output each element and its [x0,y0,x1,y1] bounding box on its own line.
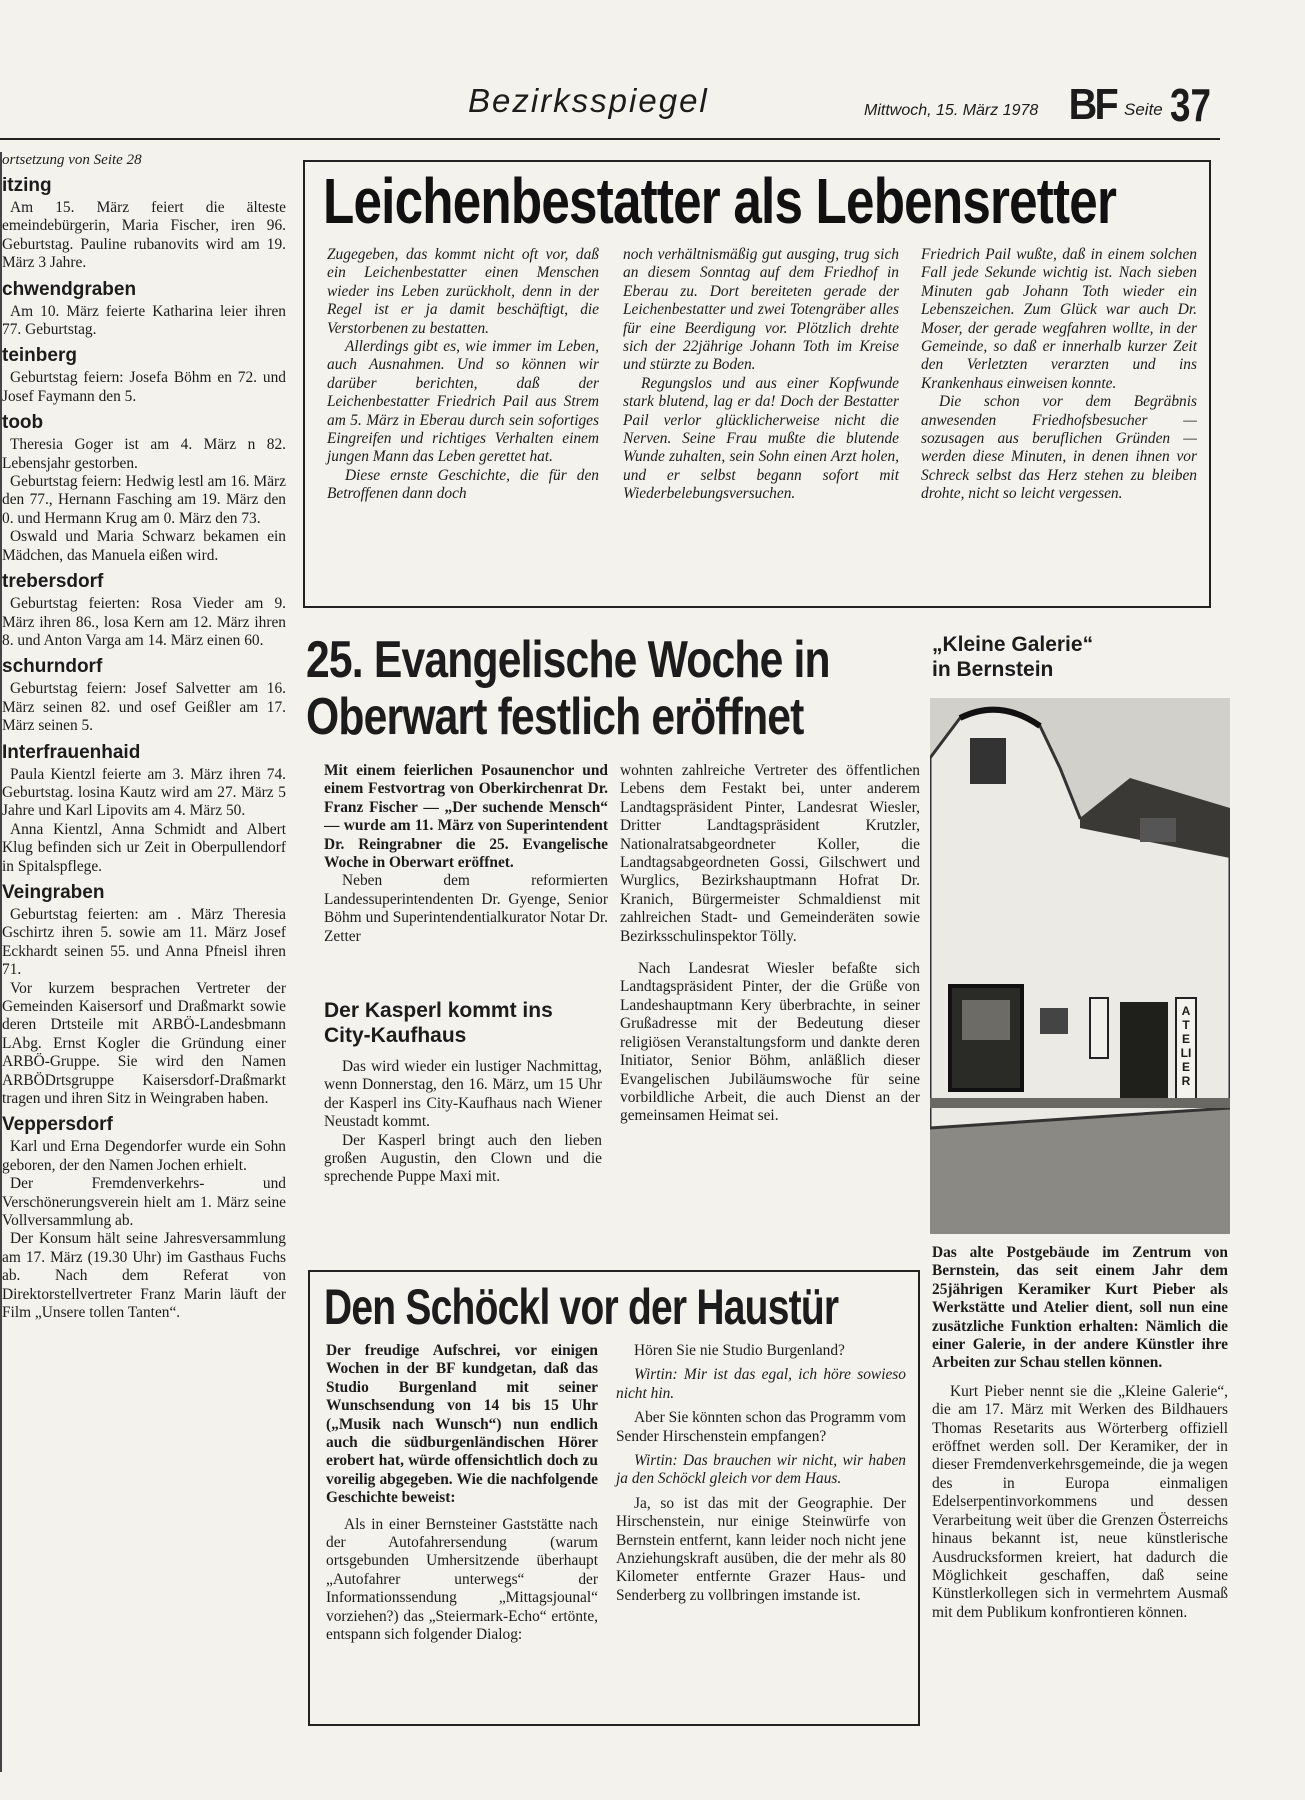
schoeckl-dialog-paragraph: Wirtin: Mir ist das egal, ich höre sowieso nicht hin. [616,1366,906,1402]
birthday-paragraph: Theresia Goger ist am 4. März n 82. Lebensjahr gestorben. [2,436,286,472]
lebensretter-column-2 [623,246,899,504]
galerie-article [932,632,1232,682]
lebensretter-paragraph: Diese ernste Geschichte, die für den Betroffenen dann doch [327,466,599,503]
place-heading: Interfrauenhaid [2,741,141,763]
left-column-rule [0,152,2,1772]
schoeckl-body-1: Als in einer Bernsteiner Gaststätte nach der Autofahrersendung (warum ortsgebunden Umhersitzende überhaupt „Autofahrer unterwegs“ der Informationssendung „Mittagsjounal“ vorziehen?) das „Steiermark-Echo“ ertönte, entspann sich folgender Dialog: [326,1515,598,1644]
evangelische-body-1: Neben dem reformierten Landessuperintendenten Dr. Gyenge, Senior Böhm und Superintendentialkurator Notar Dr. Zetter [324,872,608,945]
evangelische-column-2 [620,762,920,1126]
evangelische-headline-line1: 25. Evangelische Woche in [306,631,830,689]
galerie-caption: Das alte Postgebäude im Zentrum von Bernstein, das seit einem Jahr dem 25jährigen Keramiker Kurt Pieber als Werkstätte und Atelier dient, soll nun eine zusätzliche Funktion erhalten: Nämlich die einer Galerie, in der andere Künstler ihre Arbeiten zur Schau stellen können. [932,1244,1228,1372]
kasperl-article [324,998,602,1187]
place-heading: Veppersdorf [2,1114,113,1136]
birthday-paragraph: Geburtstag feierten: am . März Theresia Gschirtz ihren 5. sowie am 11. März Josef Eckhardt seinen 55. und Anna Pfneisl ihren 71. [2,905,286,979]
bf-logo: BF [1068,80,1117,129]
evangelische-lead: Mit einem feierlichen Posaunenchor und einem Festvortrag von Oberkirchenrat Dr. Franz Fischer — „Der suchende Mensch“ — wurde am 11. März von Superintendent Dr. Reingrabner die 25. Evangelische Woche in Oberwart eröffnet. [324,762,608,872]
birthday-column [2,152,286,1323]
galerie-headline-line2: in Bernstein [932,658,1054,681]
lebensretter-article-box [303,160,1211,608]
birthday-paragraph: Vor kurzem besprachen Vertreter der Gemeinden Kaisersorf und Draßmarkt sowie deren Drtsteile mit ARBÖ-Landesbmann LAbg. Ernst Kogler die Gründung einer ARBÖ-Gruppe. Sie wird den Namen ARBÖDrtsgruppe Kaisersdorf-Draßmarkt tragen und ihren Sitz in Weingraben haben. [2,979,286,1108]
lebensretter-column-3 [921,246,1197,504]
evangelische-column-1 [324,762,608,946]
birthday-paragraph: Der Fremdenverkehrs- und Verschönerungsverein hielt am 1. März seine Vollversammlung ab. [2,1175,286,1230]
galerie-body: Kurt Pieber nennt sie die „Kleine Galerie“, die am 17. März mit Werken des Bildhauers Thomas Resetarits aus Wörterberg offiziell eröffnet werden soll. Der Keramiker, der in dieser Fremdenverkehrsgemeinde, die ja wegen des in Europa einmaligen Edelserpentinvorkommens und dessen Verarbeitung weit über die Grenzen Österreichs hinaus bekannt ist, neue künstlerische Ausdrucksformen kreiert, hat dadurch die Möglichkeit geschaffen, daß seine Künstlerkollegen sich in vermehrtem Ausmaß mit dem Publikum konfrontieren können. [932,1382,1228,1621]
masthead [0,0,1305,140]
section-title: Bezirksspiegel [468,82,709,119]
birthday-paragraph: Am 15. März feiert die älteste emeindebürgerin, Maria Fischer, iren 96. Geburtstag. Pauline rubanovits wird am 19. März 3 Jahre. [2,199,286,272]
birthday-paragraph: Geburtstag feierten: Rosa Vieder am 9. März ihren 86., losa Kern am 12. März ihren 8. und Anton Varga am 14. März einen 60. [2,595,286,649]
lebensretter-paragraph: Regungslos und aus einer Kopfwunde stark blutend, lag er da! Doch der Bestatter Pail verlor glücklicherweise nicht die Nerven. Seine Frau mußte die blutende Wunde zuhalten, sein Sohn einen Arzt holen, und er selbst begann sofort mit Wiederbelebungsversuchen. [623,374,899,503]
page-number: 37 [1170,79,1211,131]
place-heading: toob [2,412,44,434]
schoeckl-column-2 [616,1342,906,1611]
birthday-paragraph: Paula Kientzl feierte am 3. März ihren 74. Geburtstag. losina Kautz wird am 27. März 5 Jahre und Karl Lipovits am 4. März 50. [2,765,286,820]
evangelische-paragraph: Nach Landesrat Wiesler befaßte sich Landtagspräsident Pinter, der die Grüße von Landeshauptmann Kery überbrachte, in seiner Grußadresse mit der Bedeutung dieser religiösen Veranstaltungsform und dankte deren Initiator, Senior Böhm, anläßlich dieser Evangelischen Jubiläumswoche für seine vorbildliche Arbeit, die auch Dienst an der gemeinsamen Heimat sei. [620,960,920,1125]
birthday-paragraph: Geburtstag feiern: Josefa Böhm en 72. und Josef Faymann den 5. [2,369,286,405]
kasperl-paragraph: Das wird wieder ein lustiger Nachmittag, wenn Donnerstag, den 16. März, um 15 Uhr der Kasperl ins City-Kaufhaus nach Wiener Neustadt kommt. [324,1058,602,1131]
place-heading: teinberg [2,345,77,367]
schoeckl-lead: Der freudige Aufschrei, vor einigen Wochen in der BF kundgetan, daß das Studio Burgenland mit seiner Wunschsendung von 14 bis 15 Uhr („Musik nach Wunsch“) nun endlich auch die südburgenländischen Hörer erobert hat, würde offensichtlich doch zu voreilig abgegeben. Wie die nachfolgende Geschichte beweist: [326,1342,598,1507]
header-rule [0,138,1220,140]
kasperl-body [324,1058,602,1187]
lebensretter-paragraph: Allerdings gibt es, wie immer im Leben, auch Ausnahmen. Und so können wir darüber berichten, daß der Leichenbestatter Friedrich Pail aus Strem am 5. März in Eberau durch sein sofortiges Eingreifen und richtiges Verhalten einem jungen Mann das Leben gerettet hat. [327,338,599,466]
birthday-paragraph: Geburtstag feiern: Josef Salvetter am 16. März seinen 82. und osef Geißler am 17. März seinen 5. [2,680,286,735]
kasperl-headline: Der Kasperl kommt ins City-Kaufhaus [324,999,553,1047]
evangelische-headline-line2: Oberwart festlich eröffnet [306,688,804,746]
atelier-sign: ATELIER [1180,1004,1192,1088]
schoeckl-article-box [308,1270,920,1726]
lebensretter-paragraph: Friedrich Pail wußte, daß in einem solchen Fall jede Sekunde wichtig ist. Nach sieben Minuten gab Johann Toth wieder ein Lebenszeichen. Zum Glück war auch Dr. Moser, der gerade wegfahren wollte, in der Gemeinde, so daß er innerhalb kurzer Zeit den Verletzten verarzten und ins Krankenhaus einweisen konnte. [921,246,1197,392]
schoeckl-dialog-paragraph: Ja, so ist das mit der Geographie. Der Hirschenstein, nur einige Steinwürfe von Bernstein entfernt, kann leider noch nicht jene Anziehungskraft ausüben, die der mehr als 80 Kilometer entfernte Grazer Haus- und Senderberg zu vollbringen imstande ist. [616,1494,906,1604]
evangelische-paragraph: wohnten zahlreiche Vertreter des öffentlichen Lebens dem Festakt bei, unter anderem Landtagspräsident Pinter, Landesrat Wiesler, Dritter Landtagspräsident Krutzler, Nationalratsabgeordneter Koller, die Landtagsabgeordneten Gossi, Gilschwert und Wurglics, Bezirkshauptmann Hofrat Dr. Kranich, Bürgermeister Schmaldienst mit zahlreichen Stadt- und Gemeinderäten sowie Bezirksschulinspektor Tölly. [620,762,920,945]
issue-date: Mittwoch, 15. März 1978 [864,102,1039,119]
birthday-paragraph: Geburtstag feiern: Hedwig lestl am 16. März den 77., Hernann Fasching am 19. März den 0. und Hermann Krug am 0. März den 73. [2,473,286,527]
lebensretter-paragraph: Zugegeben, das kommt nicht oft vor, daß ein Leichenbestatter einen Menschen wieder ins Leben zurückholt, denn in der Regel ist er ja damit beschäftigt, die Verstorbenen zu bestatten. [327,246,599,337]
page-label: Seite [1124,100,1163,119]
lebensretter-paragraph: noch verhältnismäßig gut ausging, trug sich an diesem Sonntag auf dem Friedhof in Eberau zu. Dort bereiteten gerade der Leichenbestatter und zwei Totengräber alles für eine Beerdigung vor. Plötzlich drehte sich der 22jährige Johann Toth im Kreise und stürzte zu Boden. [623,246,899,374]
atelier-building-photo [930,698,1230,1234]
kasperl-paragraph: Der Kasperl bringt auch den lieben großen Augustin, den Clown und die sprechende Puppe Maxi mit. [324,1131,602,1186]
schoeckl-dialog-paragraph: Wirtin: Das brauchen wir nicht, wir haben ja den Schöckl gleich vor dem Haus. [616,1452,906,1488]
birthday-paragraph: Karl und Erna Degendorfer wurde ein Sohn geboren, der den Namen Jochen erhielt. [2,1138,286,1174]
place-heading: itzing [2,175,52,196]
place-heading: trebersdorf [2,571,104,593]
bernstein-post-photo [930,698,1230,1234]
birthday-paragraph: Oswald und Maria Schwarz bekamen ein Mädchen, das Manuela eißen wird. [2,528,286,564]
schoeckl-dialog-paragraph: Hören Sie nie Studio Burgenland? [634,1342,845,1359]
schoeckl-column-1 [326,1342,598,1645]
birthday-paragraph: Anna Kientzl, Anna Schmidt and Albert Klug befinden sich ur Zeit in Oberpullendorf in Spitalspflege. [2,820,286,875]
schoeckl-dialog-paragraph: Aber Sie könnten schon das Programm vom Sender Hirschenstein empfangen? [616,1409,906,1445]
place-heading: schurndorf [2,656,103,678]
lebensretter-headline: Leichenbestatter als Lebensretter [323,165,1117,237]
place-heading: chwendgraben [2,278,137,300]
place-heading: Veingraben [2,881,105,903]
lebensretter-paragraph: Die schon vor dem Begräbnis anwesenden Friedhofsbesucher — sozusagen aus beruflichen Gründen — werden diese Minuten, in denen ihnen vor Schreck selbst das Herz stehen zu bleiben drohte, nicht so leicht vergessen. [921,393,1197,503]
lebensretter-column-1 [327,246,599,504]
birthday-paragraph: Der Konsum hält seine Jahresversammlung am 17. März (19.30 Uhr) im Gasthaus Fuchs ab. Nach dem Referat von Direktorstellvertreter Franz Marin läuft der Film „Unsere tollen Tanten“. [2,1230,286,1322]
birthday-paragraph: Am 10. März feierte Katharina leier ihren 77. Geburtstag. [2,302,286,339]
galerie-headline-line1: „Kleine Galerie“ [932,633,1094,656]
galerie-text [932,1244,1228,1622]
schoeckl-headline: Den Schöckl vor der Haustür [324,1279,839,1335]
continuation-note: ortsetzung von Seite 28 [2,152,142,168]
